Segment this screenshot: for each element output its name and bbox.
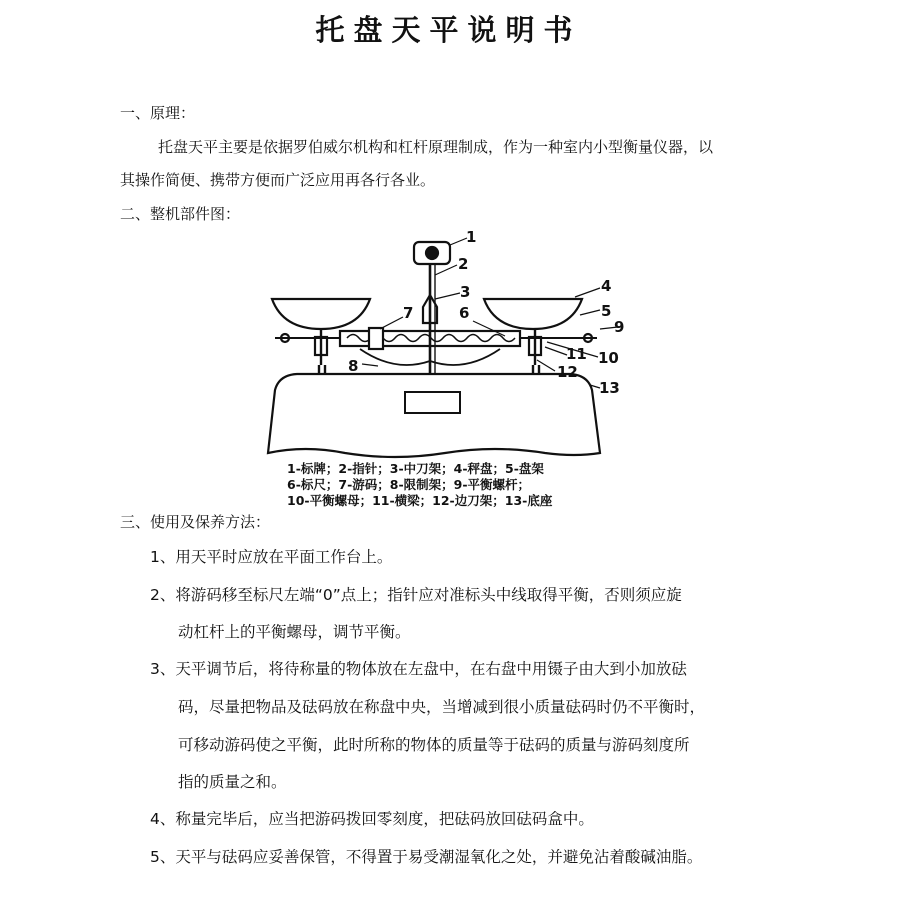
legend-line-3: 10-平衡螺母；11-横梁；12-边刀架；13-底座 — [287, 493, 553, 508]
section1-paragraph-line2: 其操作简便、携带方便而广泛应用再各行各业。 — [120, 171, 436, 189]
instruction-line-4: 3、天平调节后，将待称量的物体放在左盘中，在右盘中用镊子由大到小加放砝 — [150, 660, 687, 678]
section3-heading: 三、使用及保养方法： — [120, 513, 271, 531]
callout-2: 2 — [458, 255, 469, 273]
section2-heading: 二、整机部件图： — [120, 205, 241, 223]
legend-line-1: 1-标牌；2-指针；3-中刀架；4-秤盘；5-盘架 — [287, 461, 544, 476]
callout-4: 4 — [601, 277, 612, 295]
instruction-line-6: 可移动游码使之平衡，此时所称的物体的质量等于砝码的质量与游码刻度所 — [178, 736, 690, 754]
instruction-line-5: 码，尽量把物品及砝码放在称盘中央，当增减到很小质量砝码时仍不平衡时， — [178, 698, 706, 716]
instruction-line-9: 5、天平与砝码应妥善保管，不得置于易受潮湿氧化之处，并避免沾着酸碱油脂。 — [150, 848, 703, 866]
callout-1: 1 — [466, 228, 477, 246]
callout-3: 3 — [460, 283, 471, 301]
instruction-line-7: 指的质量之和。 — [178, 773, 287, 791]
instruction-line-3: 动杠杆上的平衡螺母，调节平衡。 — [178, 623, 411, 641]
section1-heading: 一、原理： — [120, 104, 196, 122]
callout-10: 10 — [598, 349, 619, 367]
callout-13: 13 — [599, 379, 620, 397]
instruction-line-8: 4、称量完毕后，应当把游码拨回零刻度，把砝码放回砝码盒中。 — [150, 810, 594, 828]
left-pan — [272, 299, 370, 329]
callout-7: 7 — [403, 304, 414, 322]
callout-11: 11 — [566, 345, 587, 363]
instruction-line-1: 1、用天平时应放在平面工作台上。 — [150, 548, 393, 566]
callout-8: 8 — [348, 357, 359, 375]
callout-9: 9 — [614, 318, 625, 336]
instruction-line-2: 2、将游码移至标尺左端“0”点上；指针应对准标头中线取得平衡，否则须应旋 — [150, 586, 682, 604]
callout-6: 6 — [459, 304, 470, 322]
legend-line-2: 6-标尺；7-游码；8-限制架；9-平衡螺杆； — [287, 477, 531, 492]
callout-5: 5 — [601, 302, 612, 320]
balance-diagram — [255, 225, 635, 460]
right-pan — [484, 299, 582, 329]
callout-12: 12 — [557, 363, 578, 381]
base-label-plate — [405, 392, 460, 413]
page-title: 托盘天平说明书 — [315, 13, 582, 47]
base — [268, 374, 600, 457]
rider — [369, 328, 383, 349]
section1-paragraph-line1: 托盘天平主要是依据罗伯威尔机构和杠杆原理制成，作为一种室内小型衡量仪器，以 — [158, 138, 714, 156]
